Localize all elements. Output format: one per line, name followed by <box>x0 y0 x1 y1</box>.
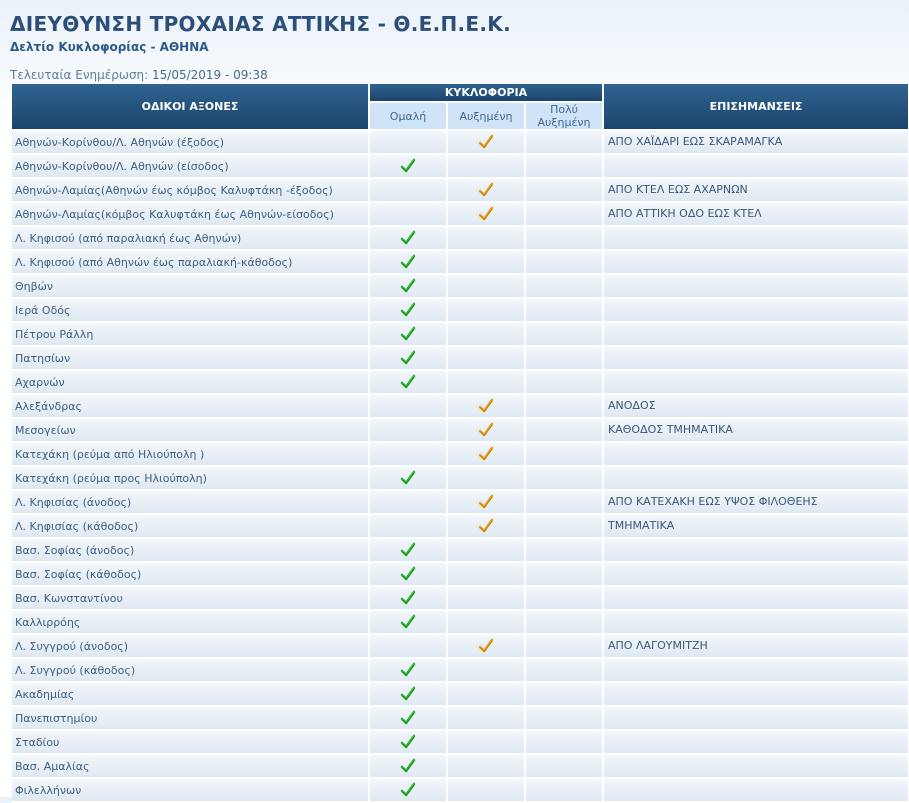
table-row <box>12 418 909 442</box>
status-cell <box>525 154 603 178</box>
table-row <box>12 298 909 322</box>
road-name: Λ. Κηφισού (από παραλιακή έως Αθηνών) <box>12 226 369 250</box>
last-updated-value: 15/05/2019 - 09:38 <box>152 68 268 82</box>
table-row <box>12 178 909 202</box>
road-name: Βασ. Σοφίας (κάθοδος) <box>12 562 369 586</box>
checkmark-icon <box>400 566 416 582</box>
status-cell <box>369 634 447 658</box>
note-cell <box>603 730 909 754</box>
status-cell <box>447 754 525 778</box>
status-cell <box>525 682 603 706</box>
road-name: Πέτρου Ράλλη <box>12 322 369 346</box>
road-name: Σταδίου <box>12 730 369 754</box>
page-subtitle: Δελτίο Κυκλοφορίας - ΑΘΗΝΑ <box>10 40 209 54</box>
status-cell <box>447 202 525 226</box>
table-row <box>12 610 909 634</box>
level-increased-header: Αυξημένη <box>447 102 525 130</box>
status-cell <box>525 178 603 202</box>
status-cell <box>447 274 525 298</box>
status-cell <box>369 586 447 610</box>
checkmark-icon <box>478 446 494 462</box>
status-cell <box>369 562 447 586</box>
table-row <box>12 538 909 562</box>
status-cell <box>369 538 447 562</box>
status-cell <box>447 634 525 658</box>
note-cell <box>603 778 909 802</box>
checkmark-icon <box>478 398 494 414</box>
checkmark-icon <box>400 326 416 342</box>
status-cell <box>369 490 447 514</box>
road-name: Λ. Κηφισίας (κάθοδος) <box>12 514 369 538</box>
note-cell: ΑΠΟ ΚΑΤΕΧΑΚΗ ΕΩΣ ΥΨΟΣ ΦΙΛΟΘΕΗΣ <box>603 490 909 514</box>
last-updated-label: Τελευταία Ενημέρωση: <box>10 68 149 82</box>
status-cell <box>447 442 525 466</box>
note-cell: ΑΠΟ ΚΤΕΛ ΕΩΣ ΑΧΑΡΝΩΝ <box>603 178 909 202</box>
checkmark-icon <box>400 158 416 174</box>
note-cell <box>603 466 909 490</box>
checkmark-icon <box>400 614 416 630</box>
status-cell <box>525 730 603 754</box>
status-cell <box>447 346 525 370</box>
table-row <box>12 346 909 370</box>
checkmark-icon <box>400 734 416 750</box>
status-cell <box>447 730 525 754</box>
checkmark-icon <box>478 518 494 534</box>
page-title: ΔΙΕΥΘΥΝΣΗ ΤΡΟΧΑΙΑΣ ΑΤΤΙΚΗΣ - Θ.Ε.Π.Ε.Κ. <box>10 12 511 36</box>
status-cell <box>369 778 447 802</box>
status-cell <box>525 586 603 610</box>
status-cell <box>447 226 525 250</box>
checkmark-icon <box>400 254 416 270</box>
road-name: Αθηνών-Κορίνθου/Λ. Αθηνών (είσοδος) <box>12 154 369 178</box>
note-cell <box>603 586 909 610</box>
traffic-table <box>12 84 909 803</box>
note-cell <box>603 226 909 250</box>
status-cell <box>447 682 525 706</box>
status-cell <box>447 610 525 634</box>
status-cell <box>525 442 603 466</box>
status-cell <box>447 418 525 442</box>
status-cell <box>525 778 603 802</box>
table-row <box>12 250 909 274</box>
status-cell <box>369 130 447 154</box>
checkmark-icon <box>400 374 416 390</box>
level-very-increased-header: Πολύ Αυξημένη <box>525 102 603 130</box>
note-cell <box>603 706 909 730</box>
last-updated <box>10 68 909 82</box>
status-cell <box>369 658 447 682</box>
status-cell <box>369 730 447 754</box>
status-cell <box>447 778 525 802</box>
status-cell <box>525 346 603 370</box>
status-cell <box>525 202 603 226</box>
note-cell <box>603 322 909 346</box>
table-row <box>12 322 909 346</box>
note-cell: ΑΠΟ ΑΤΤΙΚΗ ΟΔΟ ΕΩΣ ΚΤΕΛ <box>603 202 909 226</box>
checkmark-icon <box>478 638 494 654</box>
level-normal-header: Ομαλή <box>369 102 447 130</box>
note-cell: ΑΝΟΔΟΣ <box>603 394 909 418</box>
page-header <box>0 0 909 82</box>
table-row <box>12 274 909 298</box>
road-name: Αλεξάνδρας <box>12 394 369 418</box>
checkmark-icon <box>478 182 494 198</box>
checkmark-icon <box>400 542 416 558</box>
status-cell <box>369 754 447 778</box>
road-name: Μεσογείων <box>12 418 369 442</box>
checkmark-icon <box>400 302 416 318</box>
status-cell <box>369 154 447 178</box>
status-cell <box>525 466 603 490</box>
status-cell <box>525 274 603 298</box>
checkmark-icon <box>400 230 416 246</box>
status-cell <box>525 538 603 562</box>
road-name: Πανεπιστημίου <box>12 706 369 730</box>
road-name: Καλλιρρόης <box>12 610 369 634</box>
road-name: Αθηνών-Λαμίας(Αθηνών έως κόμβος Καλυφτάκη -έξοδος) <box>12 178 369 202</box>
status-cell <box>369 466 447 490</box>
road-name: Βασ. Κωνσταντίνου <box>12 586 369 610</box>
note-cell <box>603 274 909 298</box>
table-row <box>12 586 909 610</box>
status-cell <box>447 130 525 154</box>
status-cell <box>525 322 603 346</box>
status-cell <box>525 610 603 634</box>
status-cell <box>525 394 603 418</box>
status-cell <box>369 346 447 370</box>
checkmark-icon <box>400 590 416 606</box>
road-name: Βασ. Σοφίας (άνοδος) <box>12 538 369 562</box>
status-cell <box>525 514 603 538</box>
table-row <box>12 226 909 250</box>
status-cell <box>447 250 525 274</box>
note-cell <box>603 754 909 778</box>
note-cell <box>603 298 909 322</box>
checkmark-icon <box>478 134 494 150</box>
status-cell <box>369 322 447 346</box>
note-cell <box>603 250 909 274</box>
note-cell <box>603 610 909 634</box>
status-cell <box>447 586 525 610</box>
status-cell <box>447 298 525 322</box>
status-cell <box>369 442 447 466</box>
notes-header: ΕΠΙΣΗΜΑΝΣΕΙΣ <box>603 84 909 130</box>
roads-header: ΟΔΙΚΟΙ ΑΞΟΝΕΣ <box>12 84 369 130</box>
status-cell <box>525 370 603 394</box>
status-cell <box>525 226 603 250</box>
road-name: Αθηνών-Κορίνθου/Λ. Αθηνών (έξοδος) <box>12 130 369 154</box>
note-cell <box>603 682 909 706</box>
road-name: Ιερά Οδός <box>12 298 369 322</box>
table-row <box>12 706 909 730</box>
status-cell <box>369 250 447 274</box>
table-row <box>12 442 909 466</box>
status-cell <box>369 226 447 250</box>
note-cell <box>603 370 909 394</box>
table-row <box>12 730 909 754</box>
checkmark-icon <box>400 278 416 294</box>
road-name: Κατεχάκη (ρεύμα προς Ηλιούπολη) <box>12 466 369 490</box>
status-cell <box>525 298 603 322</box>
road-name: Πατησίων <box>12 346 369 370</box>
status-cell <box>369 370 447 394</box>
note-cell <box>603 346 909 370</box>
checkmark-icon <box>400 710 416 726</box>
traffic-header: ΚΥΚΛΟΦΟΡΙΑ <box>369 84 603 102</box>
table-row <box>12 778 909 802</box>
table-row <box>12 562 909 586</box>
table-row <box>12 466 909 490</box>
checkmark-icon <box>478 422 494 438</box>
road-name: Φιλελλήνων <box>12 778 369 802</box>
road-name: Βασ. Αμαλίας <box>12 754 369 778</box>
status-cell <box>447 394 525 418</box>
note-cell <box>603 658 909 682</box>
road-name: Αχαρνών <box>12 370 369 394</box>
checkmark-icon <box>400 782 416 798</box>
checkmark-icon <box>478 206 494 222</box>
table-row <box>12 130 909 154</box>
road-name: Λ. Συγγρού (άνοδος) <box>12 634 369 658</box>
table-row <box>12 202 909 226</box>
status-cell <box>369 706 447 730</box>
table-row <box>12 634 909 658</box>
status-cell <box>447 466 525 490</box>
status-cell <box>447 370 525 394</box>
note-cell: ΚΑΘΟΔΟΣ ΤΜΗΜΑΤΙΚΑ <box>603 418 909 442</box>
table-row <box>12 490 909 514</box>
road-name: Θηβών <box>12 274 369 298</box>
road-name: Λ. Κηφισίας (άνοδος) <box>12 490 369 514</box>
note-cell: ΑΠΟ ΛΑΓΟΥΜΙΤΖΗ <box>603 634 909 658</box>
status-cell <box>525 706 603 730</box>
table-row <box>12 154 909 178</box>
status-cell <box>447 514 525 538</box>
status-cell <box>369 682 447 706</box>
checkmark-icon <box>400 470 416 486</box>
road-name: Κατεχάκη (ρεύμα από Ηλιούπολη ) <box>12 442 369 466</box>
note-cell: ΑΠΟ ΧΑΪΔΑΡΙ ΕΩΣ ΣΚΑΡΑΜΑΓΚΑ <box>603 130 909 154</box>
table-row <box>12 682 909 706</box>
status-cell <box>369 178 447 202</box>
status-cell <box>525 130 603 154</box>
road-name: Λ. Κηφισού (από Αθηνών έως παραλιακή-κάθοδος) <box>12 250 369 274</box>
status-cell <box>369 514 447 538</box>
status-cell <box>369 418 447 442</box>
table-row <box>12 394 909 418</box>
table-row <box>12 514 909 538</box>
status-cell <box>525 490 603 514</box>
table-row <box>12 754 909 778</box>
status-cell <box>525 250 603 274</box>
table-row <box>12 370 909 394</box>
checkmark-icon <box>400 350 416 366</box>
status-cell <box>369 610 447 634</box>
note-cell: ΤΜΗΜΑΤΙΚΑ <box>603 514 909 538</box>
status-cell <box>447 322 525 346</box>
road-name: Αθηνών-Λαμίας(κόμβος Καλυφτάκη έως Αθηνών-είσοδος) <box>12 202 369 226</box>
status-cell <box>447 538 525 562</box>
status-cell <box>525 754 603 778</box>
status-cell <box>447 154 525 178</box>
status-cell <box>447 658 525 682</box>
checkmark-icon <box>400 662 416 678</box>
note-cell <box>603 538 909 562</box>
checkmark-icon <box>400 758 416 774</box>
status-cell <box>369 202 447 226</box>
status-cell <box>447 562 525 586</box>
status-cell <box>525 418 603 442</box>
note-cell <box>603 562 909 586</box>
status-cell <box>447 706 525 730</box>
status-cell <box>525 658 603 682</box>
note-cell <box>603 154 909 178</box>
status-cell <box>447 490 525 514</box>
status-cell <box>447 178 525 202</box>
status-cell <box>525 634 603 658</box>
status-cell <box>369 274 447 298</box>
road-name: Ακαδημίας <box>12 682 369 706</box>
table-row <box>12 658 909 682</box>
status-cell <box>369 394 447 418</box>
note-cell <box>603 442 909 466</box>
checkmark-icon <box>400 686 416 702</box>
road-name: Λ. Συγγρού (κάθοδος) <box>12 658 369 682</box>
status-cell <box>369 298 447 322</box>
status-cell <box>525 562 603 586</box>
checkmark-icon <box>478 494 494 510</box>
